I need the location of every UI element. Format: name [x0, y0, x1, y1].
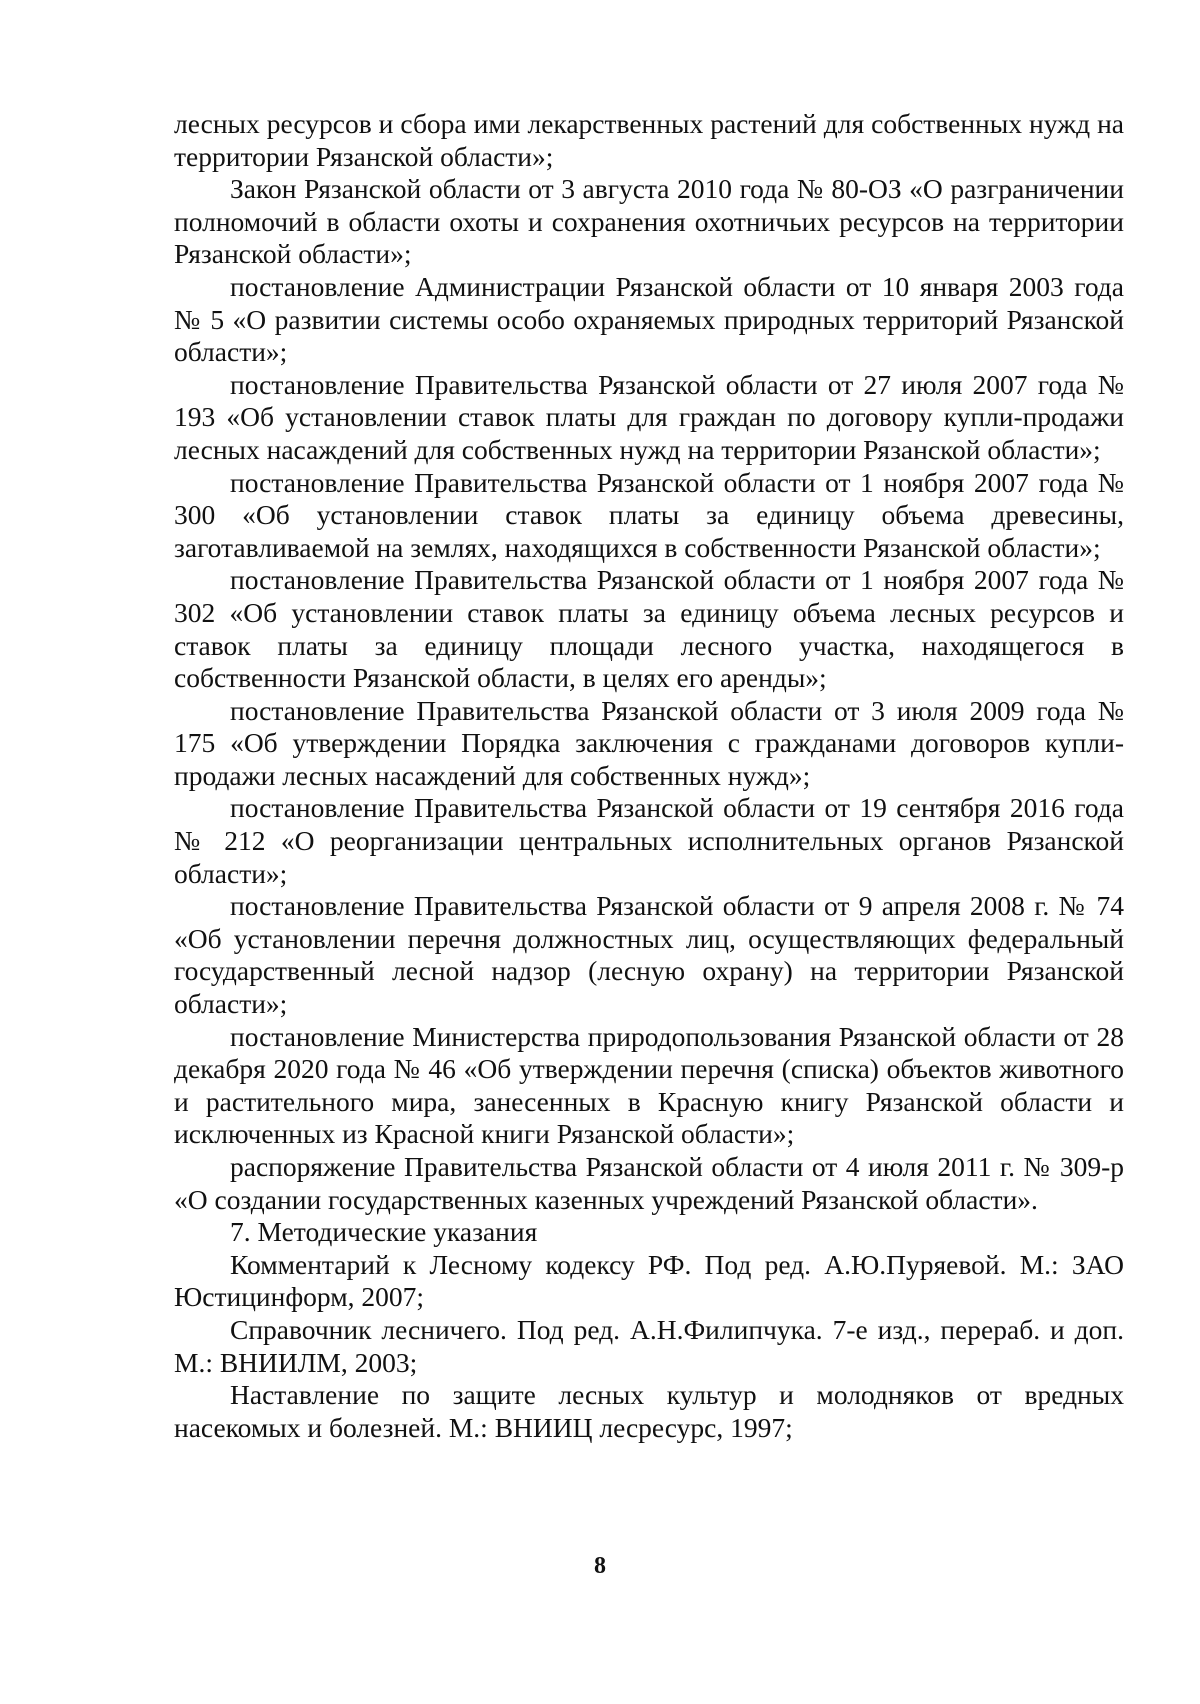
paragraph-resolution-46: постановление Министерства природопользования Рязанской области от 28 декабря 2020 года № 46 «Об утверждении перечня (списка) объектов животного и растительного мира, занесенных в Красную книгу Рязанской области и исключенных из Красной книги Рязанской области»; [174, 1020, 1124, 1150]
paragraph-continuation: лесных ресурсов и сбора ими лекарственных растений для собственных нужд на территории Рязанской области»; [174, 108, 1124, 172]
paragraph-forest-protection-manual: Наставление по защите лесных культур и молодняков от вредных насекомых и болезней. М.: ВНИИЦ лесресурс, 1997; [174, 1379, 1124, 1443]
paragraph-resolution-300: постановление Правительства Рязанской области от 1 ноября 2007 года № 300 «Об установлении ставок платы за единицу объема древесины, заготавливаемой на землях, находящихся в собственности Рязанской области»; [174, 466, 1124, 563]
paragraph-order-309-r: распоряжение Правительства Рязанской области от 4 июля 2011 г. № 309-р «О создании государственных казенных учреждений Рязанской области». [174, 1151, 1124, 1215]
page-number: 8 [594, 1553, 606, 1579]
paragraph-law-80-oz: Закон Рязанской области от 3 августа 2010 года № 80-ОЗ «О разграничении полномочий в области охоты и сохранения охотничьих ресурсов на территории Рязанской области»; [174, 173, 1124, 270]
paragraph-resolution-212: постановление Правительства Рязанской области от 19 сентября 2016 года № 212 «О реорганизации центральных исполнительных органов Рязанской области»; [174, 792, 1124, 889]
paragraph-resolution-193: постановление Правительства Рязанской области от 27 июля 2007 года № 193 «Об установлении ставок платы для граждан по договору купли-продажи лесных насаждений для собственных нужд на территории Рязанской области»; [174, 368, 1124, 465]
paragraph-forest-code-commentary: Комментарий к Лесному кодексу РФ. Под ред. А.Ю.Пуряевой. М.: ЗАО Юстицинформ, 2007; [174, 1248, 1124, 1313]
paragraph-resolution-175: постановление Правительства Рязанской области от 3 июля 2009 года № 175 «Об утверждении Порядка заключения с гражданами договоров купли-продажи лесных насаждений для собственных нужд»; [174, 694, 1124, 791]
document-body [174, 108, 1124, 1444]
paragraph-resolution-302: постановление Правительства Рязанской области от 1 ноября 2007 года № 302 «Об установлении ставок платы за единицу объема лесных ресурсов и ставок платы за единицу площади лесного участка, находящегося в собственности Рязанской области, в целях его аренды»; [174, 564, 1124, 694]
paragraph-resolution-74: постановление Правительства Рязанской области от 9 апреля 2008 г. № 74 «Об установлении перечня должностных лиц, осуществляющих федеральный государственный лесной надзор (лесную охрану) на территории Рязанской области»; [174, 890, 1124, 1020]
paragraph-resolution-5: постановление Администрации Рязанской области от 10 января 2003 года № 5 «О развитии системы особо охраняемых природных территорий Рязанской области»; [174, 270, 1124, 368]
paragraph-forester-handbook: Справочник лесничего. Под ред. А.Н.Филипчука. 7-е изд., перераб. и доп. М.: ВНИИЛМ, 2003; [174, 1313, 1124, 1378]
section-heading-methodical: 7. Методические указания [230, 1216, 538, 1248]
